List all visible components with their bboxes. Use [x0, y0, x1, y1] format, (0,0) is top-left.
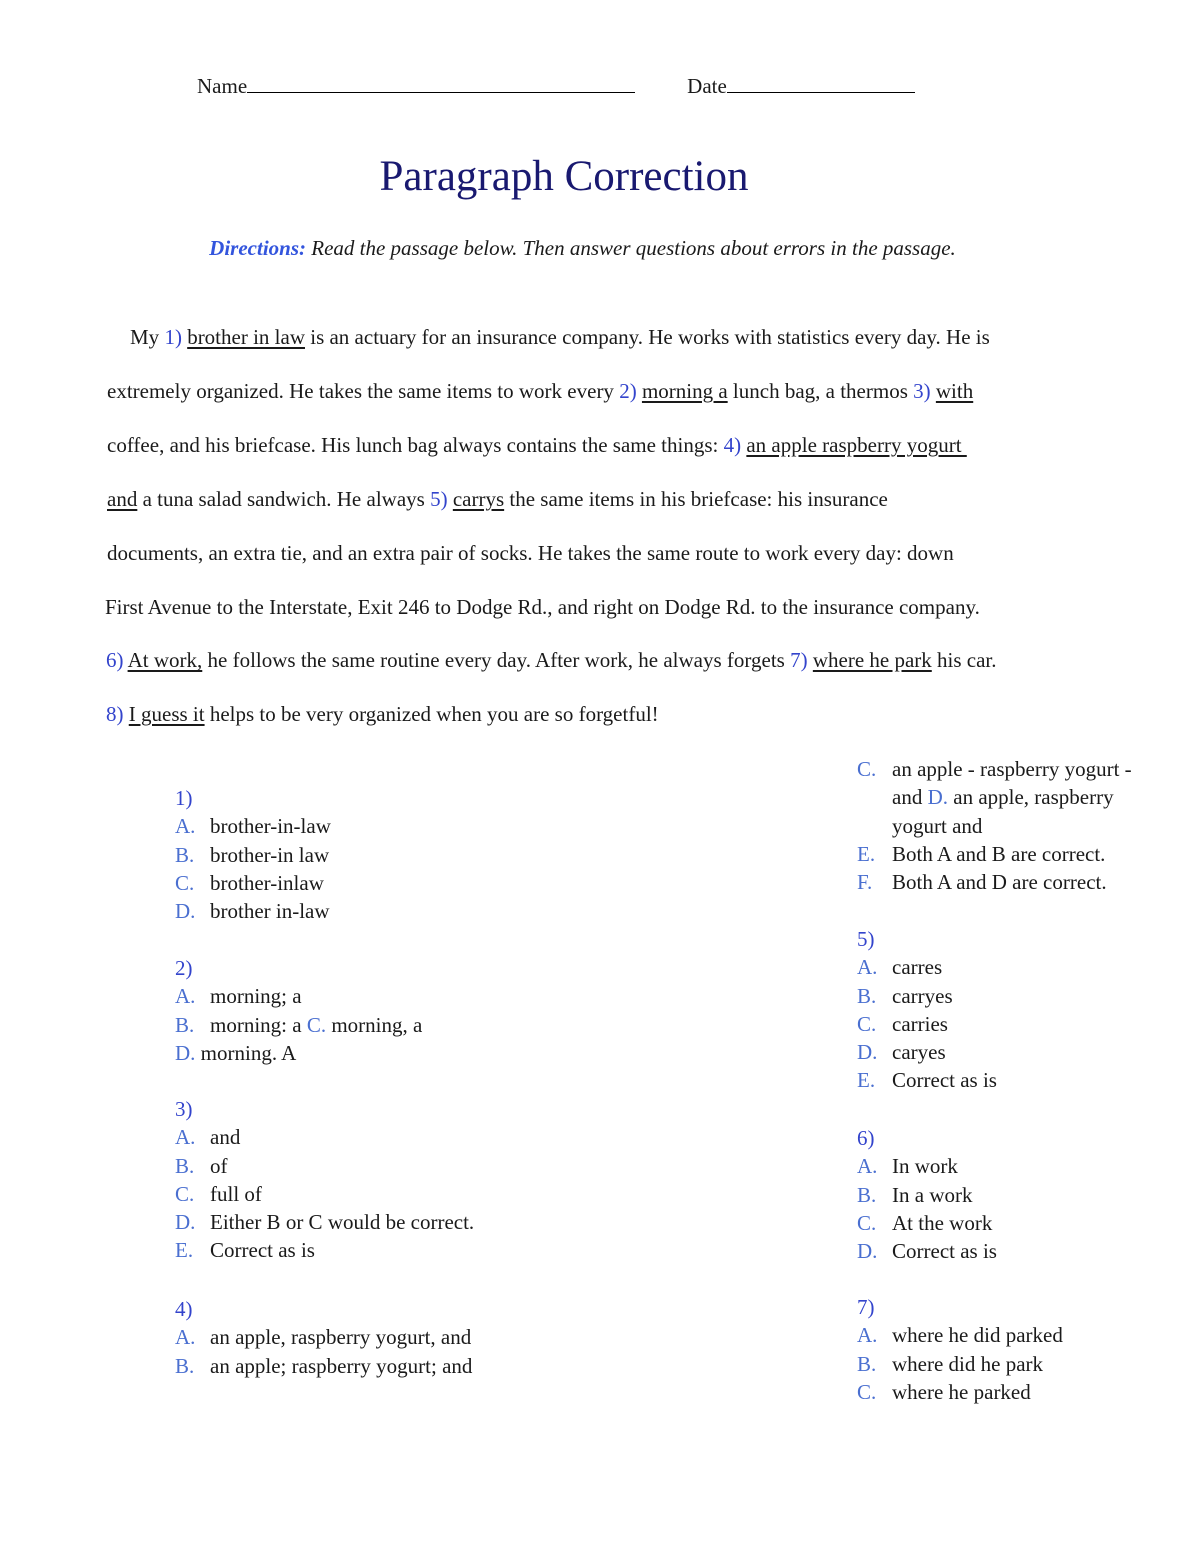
option-text: morning: a: [210, 1012, 307, 1037]
option-e[interactable]: [175, 1236, 474, 1264]
name-date-header: [197, 72, 915, 99]
passage-line-7: [106, 648, 997, 673]
option-d[interactable]: [857, 1038, 997, 1066]
passage-text: First Avenue to the Interstate, Exit 246 to Dodge Rd., and right on Dodge Rd. to the insurance company.: [105, 595, 980, 619]
option-text: an apple; raspberry yogurt; and: [210, 1353, 473, 1378]
option-letter: D.: [857, 1040, 878, 1065]
error-phrase: I guess it: [128, 702, 205, 726]
passage-text: coffee, and his briefcase. His lunch bag always contains the same things:: [107, 433, 724, 457]
error-phrase: carrys: [452, 487, 505, 511]
option-text: carryes: [892, 983, 953, 1008]
option-letter: B.: [857, 1182, 877, 1207]
option-text: brother-in law: [210, 842, 330, 867]
option-text: and: [892, 785, 928, 810]
passage-text: he follows the same routine every day. After work, he always forgets: [202, 648, 791, 672]
option-a[interactable]: [857, 953, 997, 981]
question-7: [857, 1293, 1063, 1406]
passage-line-8: [106, 702, 659, 727]
option-b[interactable]: [857, 1181, 997, 1209]
passage-line-4: [107, 487, 888, 512]
question-5: [857, 925, 997, 1095]
option-a[interactable]: [175, 982, 422, 1010]
option-e[interactable]: [857, 1066, 997, 1094]
error-number: 5): [430, 487, 448, 511]
option-text: brother-inlaw: [210, 870, 324, 895]
passage-text: his car.: [931, 648, 997, 672]
passage-text: helps to be very organized when you are so forgetful!: [204, 702, 659, 726]
error-number: 8): [106, 702, 124, 726]
passage-line-3: [107, 433, 967, 458]
question-number: 4): [175, 1297, 193, 1321]
option-d[interactable]: [175, 897, 331, 925]
passage-line-1: [130, 325, 990, 350]
directions: [0, 236, 1165, 261]
option-c[interactable]: [857, 1209, 997, 1237]
option-c[interactable]: [175, 869, 331, 897]
option-letter: B.: [175, 842, 195, 867]
option-c[interactable]: [857, 1010, 997, 1038]
option-text: an apple, raspberry: [948, 785, 1114, 810]
option-text: an apple, raspberry yogurt, and: [210, 1325, 472, 1350]
option-text: brother-in-law: [210, 814, 331, 839]
option-text: Correct as is: [892, 1239, 997, 1264]
question-3: [175, 1095, 474, 1265]
passage-text: is an actuary for an insurance company. He works with statistics every day. He is: [304, 325, 990, 349]
error-number: 4): [723, 433, 742, 457]
option-text: caryes: [892, 1040, 946, 1065]
passage-text: My: [130, 325, 165, 349]
passage-line-5: [107, 541, 954, 566]
option-text: morning; a: [210, 984, 302, 1009]
option-letter: A.: [175, 1325, 196, 1350]
option-text: In a work: [892, 1182, 973, 1207]
option-letter: C.: [175, 870, 195, 895]
option-e[interactable]: [857, 840, 1132, 868]
option-letter: C.: [175, 1181, 195, 1206]
option-letter: D.: [927, 785, 948, 810]
passage-text: lunch bag, a thermos: [727, 379, 914, 403]
option-d[interactable]: [857, 783, 1132, 811]
error-phrase: brother in law: [187, 325, 305, 349]
passage-text: a tuna salad sandwich. He always: [137, 487, 431, 511]
error-number: 7): [790, 648, 808, 672]
question-number: 2): [175, 956, 193, 980]
option-text: In work: [892, 1154, 958, 1179]
option-letter: B.: [175, 1153, 195, 1178]
name-line[interactable]: [247, 72, 635, 93]
date-line[interactable]: [727, 72, 915, 93]
option-letter: D.: [857, 1239, 878, 1264]
option-text: morning, a: [326, 1012, 423, 1037]
passage-text: extremely organized. He takes the same items to work every: [107, 379, 620, 403]
option-text: carries: [892, 1011, 948, 1036]
question-number: 6): [857, 1126, 875, 1150]
option-d[interactable]: [175, 1208, 474, 1236]
option-b[interactable]: [857, 1350, 1063, 1378]
question-2: [175, 954, 422, 1067]
passage-line-6: [105, 595, 980, 620]
question-4: [175, 1295, 472, 1380]
error-number: 6): [106, 648, 124, 672]
page-title: Paragraph Correction: [379, 153, 749, 200]
passage-line-2: [107, 379, 973, 404]
directions-text: Read the passage below. Then answer questions about errors in the passage.: [306, 236, 956, 260]
option-d-continued: [857, 812, 1132, 840]
option-letter: D.: [175, 1210, 196, 1235]
error-number: 1): [164, 325, 182, 349]
option-c[interactable]: [175, 1180, 474, 1208]
option-letter: A.: [175, 984, 196, 1009]
option-a[interactable]: [857, 1152, 997, 1180]
passage-text: documents, an extra tie, and an extra pair of socks. He takes the same route to work every day: down: [107, 541, 954, 565]
option-c[interactable]: [857, 1378, 1063, 1406]
error-phrase: morning a: [641, 379, 728, 403]
error-phrase: an apple raspberry yogurt: [746, 433, 967, 457]
option-text: where did he park: [892, 1351, 1044, 1376]
option-letter: A.: [175, 1125, 196, 1150]
option-text: Either B or C would be correct.: [210, 1210, 475, 1235]
option-d[interactable]: [857, 1237, 997, 1265]
option-text: At the work: [892, 1210, 993, 1235]
option-b[interactable]: [175, 1152, 474, 1180]
error-phrase: At work,: [127, 648, 203, 672]
directions-label: Directions:: [209, 236, 306, 260]
option-letter: B.: [857, 1351, 877, 1376]
option-letter: A.: [857, 1323, 878, 1348]
question-number: 3): [175, 1097, 193, 1121]
option-text: yogurt and: [892, 813, 983, 838]
option-letter: B.: [175, 1012, 195, 1037]
option-a[interactable]: [175, 1123, 474, 1151]
option-letter: A.: [175, 814, 196, 839]
option-text: where he did parked: [892, 1323, 1063, 1348]
option-letter: C.: [857, 1011, 877, 1036]
question-1: [175, 784, 331, 925]
question-number: 1): [175, 786, 193, 810]
error-number: 2): [619, 379, 637, 403]
option-text: full of: [210, 1181, 262, 1206]
option-letter: E.: [857, 1068, 876, 1093]
question-4-continued: [857, 755, 1132, 896]
option-a[interactable]: [857, 1321, 1063, 1349]
option-letter: D.: [175, 1040, 196, 1065]
option-letter: A.: [857, 955, 878, 980]
name-label: Name: [197, 74, 248, 98]
date-label: Date: [687, 74, 727, 98]
option-letter: B.: [175, 1353, 195, 1378]
error-phrase: where he park: [812, 648, 932, 672]
option-b-c[interactable]: [175, 1011, 422, 1039]
question-6: [857, 1124, 997, 1265]
option-letter: E.: [175, 1238, 194, 1263]
option-letter: A.: [857, 1154, 878, 1179]
option-f[interactable]: [857, 868, 1132, 896]
option-letter: F.: [857, 870, 873, 895]
option-letter: C.: [857, 757, 877, 781]
option-text: brother in-law: [210, 899, 330, 924]
option-text: Both A and B are correct.: [892, 841, 1106, 866]
option-text: morning. A: [195, 1040, 297, 1065]
option-b[interactable]: [175, 1352, 472, 1380]
option-letter: D.: [175, 899, 196, 924]
option-c[interactable]: [857, 755, 1132, 783]
option-b[interactable]: [857, 982, 997, 1010]
error-phrase: with: [935, 379, 974, 403]
option-d[interactable]: [175, 1039, 422, 1067]
question-number: 7): [857, 1295, 875, 1319]
error-number: 3): [913, 379, 931, 403]
error-phrase: and: [107, 487, 138, 511]
option-letter: C.: [857, 1210, 877, 1235]
option-text: and: [210, 1125, 241, 1150]
option-a[interactable]: [175, 812, 331, 840]
option-text: carres: [892, 955, 943, 980]
option-a[interactable]: [175, 1323, 472, 1351]
option-text: where he parked: [892, 1379, 1031, 1404]
option-text: of: [210, 1153, 228, 1178]
option-text: Correct as is: [892, 1068, 997, 1093]
option-letter: E.: [857, 841, 876, 866]
option-text: Correct as is: [210, 1238, 315, 1263]
option-letter: C.: [857, 1379, 877, 1404]
option-b[interactable]: [175, 841, 331, 869]
option-letter: B.: [857, 983, 877, 1008]
passage-text: the same items in his briefcase: his insurance: [504, 487, 888, 511]
option-text: Both A and D are correct.: [892, 870, 1107, 895]
option-letter: C.: [306, 1012, 327, 1037]
option-text: an apple - raspberry yogurt -: [892, 757, 1132, 781]
question-number: 5): [857, 927, 875, 951]
